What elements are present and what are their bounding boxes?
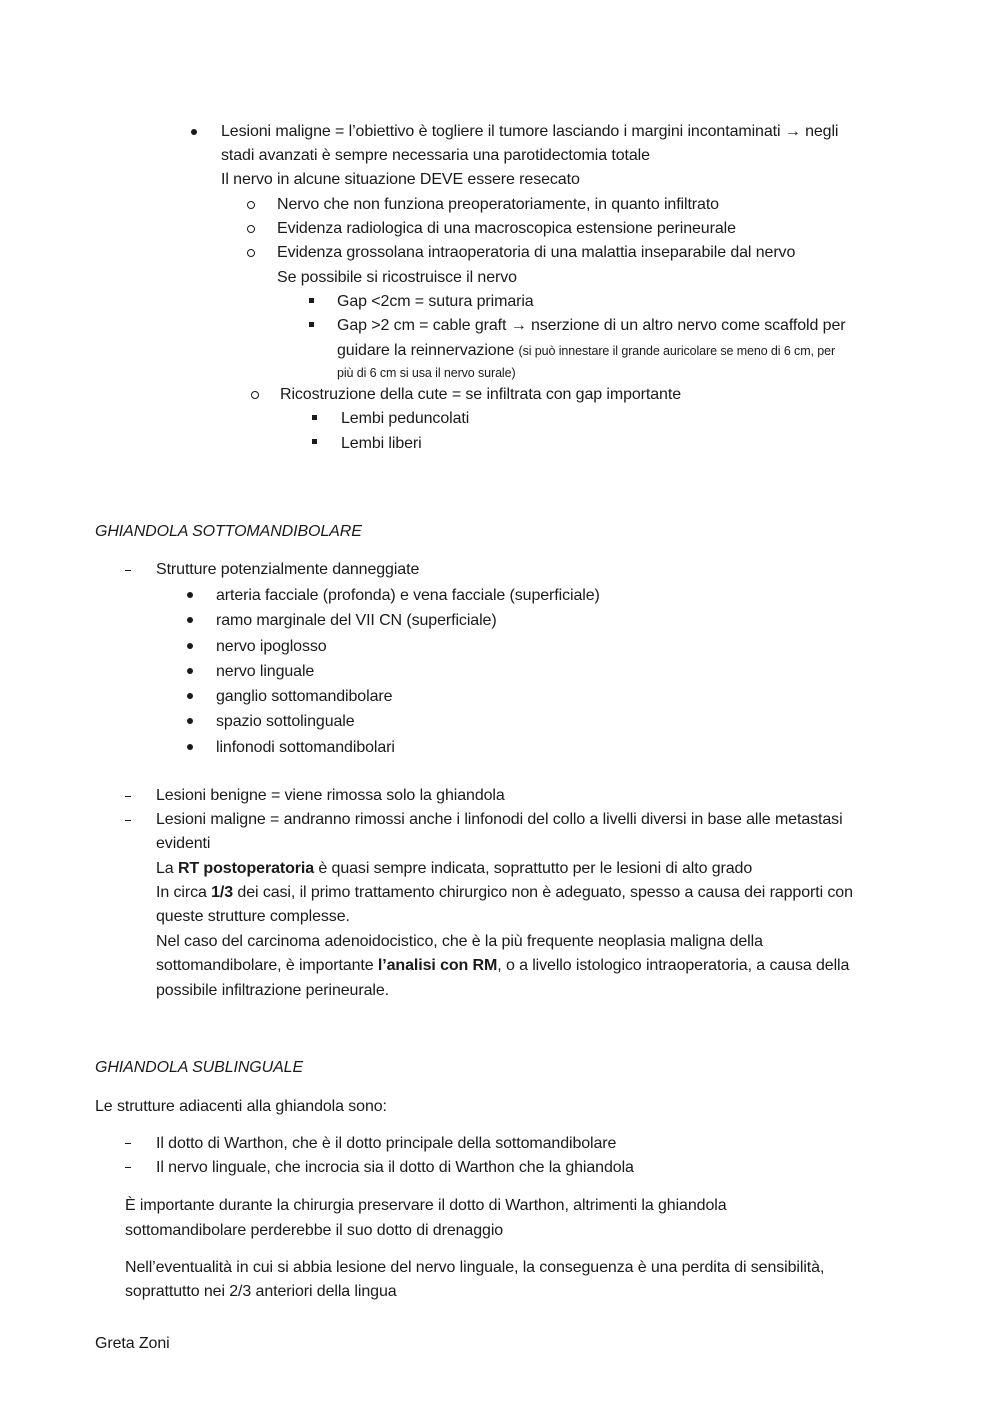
bullet-dash: [125, 1143, 131, 1144]
text: nserzione di un altro nervo come scaffold per: [530, 317, 846, 334]
text: La: [156, 860, 178, 877]
bullet-dot: [187, 592, 193, 598]
text: Gap >2 cm = cable graft: [337, 317, 507, 334]
text-line: Le strutture adiacenti alla ghiandola sono:: [95, 1098, 387, 1115]
list-item: ganglio sottomandibolare: [216, 688, 393, 705]
text-line: [156, 955, 849, 977]
bullet-circle: [247, 225, 255, 233]
text-line: [221, 121, 838, 143]
text-line: Ricostruzione della cute = se infiltrata con gap importante: [280, 386, 681, 403]
text-line: Lesioni benigne = viene rimossa solo la ghiandola: [156, 787, 505, 804]
text-line: Se possibile si ricostruisce il nervo: [277, 269, 517, 286]
bold-text: l’analisi con RM: [377, 957, 498, 974]
footer-author: Greta Zoni: [95, 1335, 170, 1352]
bullet-dash: [125, 570, 131, 571]
text-line: Lembi peduncolati: [341, 410, 470, 427]
list-item: spazio sottolinguale: [216, 713, 355, 730]
text: guidare la reinnervazione: [337, 342, 515, 359]
bullet-dash: [125, 1167, 131, 1168]
bullet-circle: [251, 391, 259, 399]
text-line: Evidenza grossolana intraoperatoria di una malattia inseparabile dal nervo: [277, 244, 796, 261]
bullet-circle: [247, 249, 255, 257]
text: è quasi sempre indicata, soprattutto per le lesioni di alto grado: [314, 860, 753, 877]
text-line: Nell’eventualità in cui si abbia lesione del nervo linguale, la conseguenza è una perdita di sensibilità,: [125, 1259, 825, 1276]
text-line: Il dotto di Warthon, che è il dotto principale della sottomandibolare: [156, 1135, 617, 1152]
text-line: [156, 858, 752, 880]
text-line: più di 6 cm si usa il nervo surale): [337, 366, 516, 380]
text: sottomandibolare, è importante: [156, 957, 378, 974]
bullet-dot: [187, 744, 193, 750]
bullet-dot: [187, 668, 193, 674]
bullet-dash: [125, 796, 131, 797]
text: In circa: [156, 884, 212, 901]
bullet-square: [312, 439, 317, 444]
text: dei casi, il primo trattamento chirurgico non è adeguato, spesso a causa dei rapporti con: [233, 884, 853, 901]
text-line: evidenti: [156, 835, 211, 852]
text-line: stadi avanzati è sempre necessaria una parotidectomia totale: [221, 147, 650, 164]
bullet-square: [309, 298, 314, 303]
text-line: Nervo che non funziona preoperatoriamente, in quanto infiltrato: [277, 196, 719, 213]
text-line: Lesioni maligne = andranno rimossi anche i linfonodi del collo a livelli diversi in base alle metastasi: [156, 811, 843, 828]
text: negli: [805, 123, 839, 140]
text-line: Il nervo linguale, che incrocia sia il dotto di Warthon che la ghiandola: [156, 1159, 634, 1176]
text-line: Gap <2cm = sutura primaria: [337, 293, 534, 310]
list-item: ramo marginale del VII CN (superficiale): [216, 612, 497, 629]
text-line: soprattutto nei 2/3 anteriori della lingua: [125, 1283, 397, 1300]
bullet-dot: [187, 693, 193, 699]
text-line: Evidenza radiologica di una macroscopica estensione perineurale: [277, 220, 736, 237]
arrow-icon: →: [784, 123, 801, 140]
text-line: Strutture potenzialmente danneggiate: [156, 561, 420, 578]
bullet-square: [312, 415, 317, 420]
bold-text: RT postoperatoria: [177, 860, 315, 877]
bullet-dash: [125, 820, 131, 821]
bullet-dot: [187, 718, 193, 724]
section-heading: GHIANDOLA SUBLINGUALE: [95, 1059, 304, 1076]
text-line: possibile infiltrazione perineurale.: [156, 982, 389, 999]
list-item: linfonodi sottomandibolari: [216, 739, 395, 756]
list-item: nervo ipoglosso: [216, 638, 327, 655]
text-line: Il nervo in alcune situazione DEVE essere resecato: [221, 171, 580, 188]
text-line: È importante durante la chirurgia preservare il dotto di Warthon, altrimenti la ghiandola: [125, 1197, 727, 1214]
bullet-dot: [187, 643, 193, 649]
text-line: Lembi liberi: [341, 435, 422, 452]
section-heading: GHIANDOLA SOTTOMANDIBOLARE: [95, 523, 362, 540]
text-line: [337, 340, 835, 362]
text: , o a livello istologico intraoperatoria, a causa della: [497, 957, 850, 974]
bullet-dot: [187, 617, 193, 623]
list-item: nervo linguale: [216, 663, 315, 680]
arrow-icon: →: [510, 317, 527, 334]
bold-text: 1/3: [211, 884, 234, 901]
bullet-square: [309, 322, 314, 327]
bullet-dot: [191, 129, 197, 135]
small-note: (si può innestare il grande auricolare se meno di 6 cm, per: [518, 344, 836, 358]
list-item: arteria facciale (profonda) e vena facciale (superficiale): [216, 587, 600, 604]
text-line: [156, 882, 853, 904]
text-line: sottomandibolare perderebbe il suo dotto di drenaggio: [125, 1222, 504, 1239]
text-line: [337, 315, 845, 337]
text-line: Nel caso del carcinoma adenoidocistico, che è la più frequente neoplasia maligna della: [156, 933, 763, 950]
text-line: queste strutture complesse.: [156, 908, 350, 925]
text: Lesioni maligne = l’obiettivo è togliere il tumore lasciando i margini incontaminati: [221, 123, 781, 140]
bullet-circle: [247, 201, 255, 209]
